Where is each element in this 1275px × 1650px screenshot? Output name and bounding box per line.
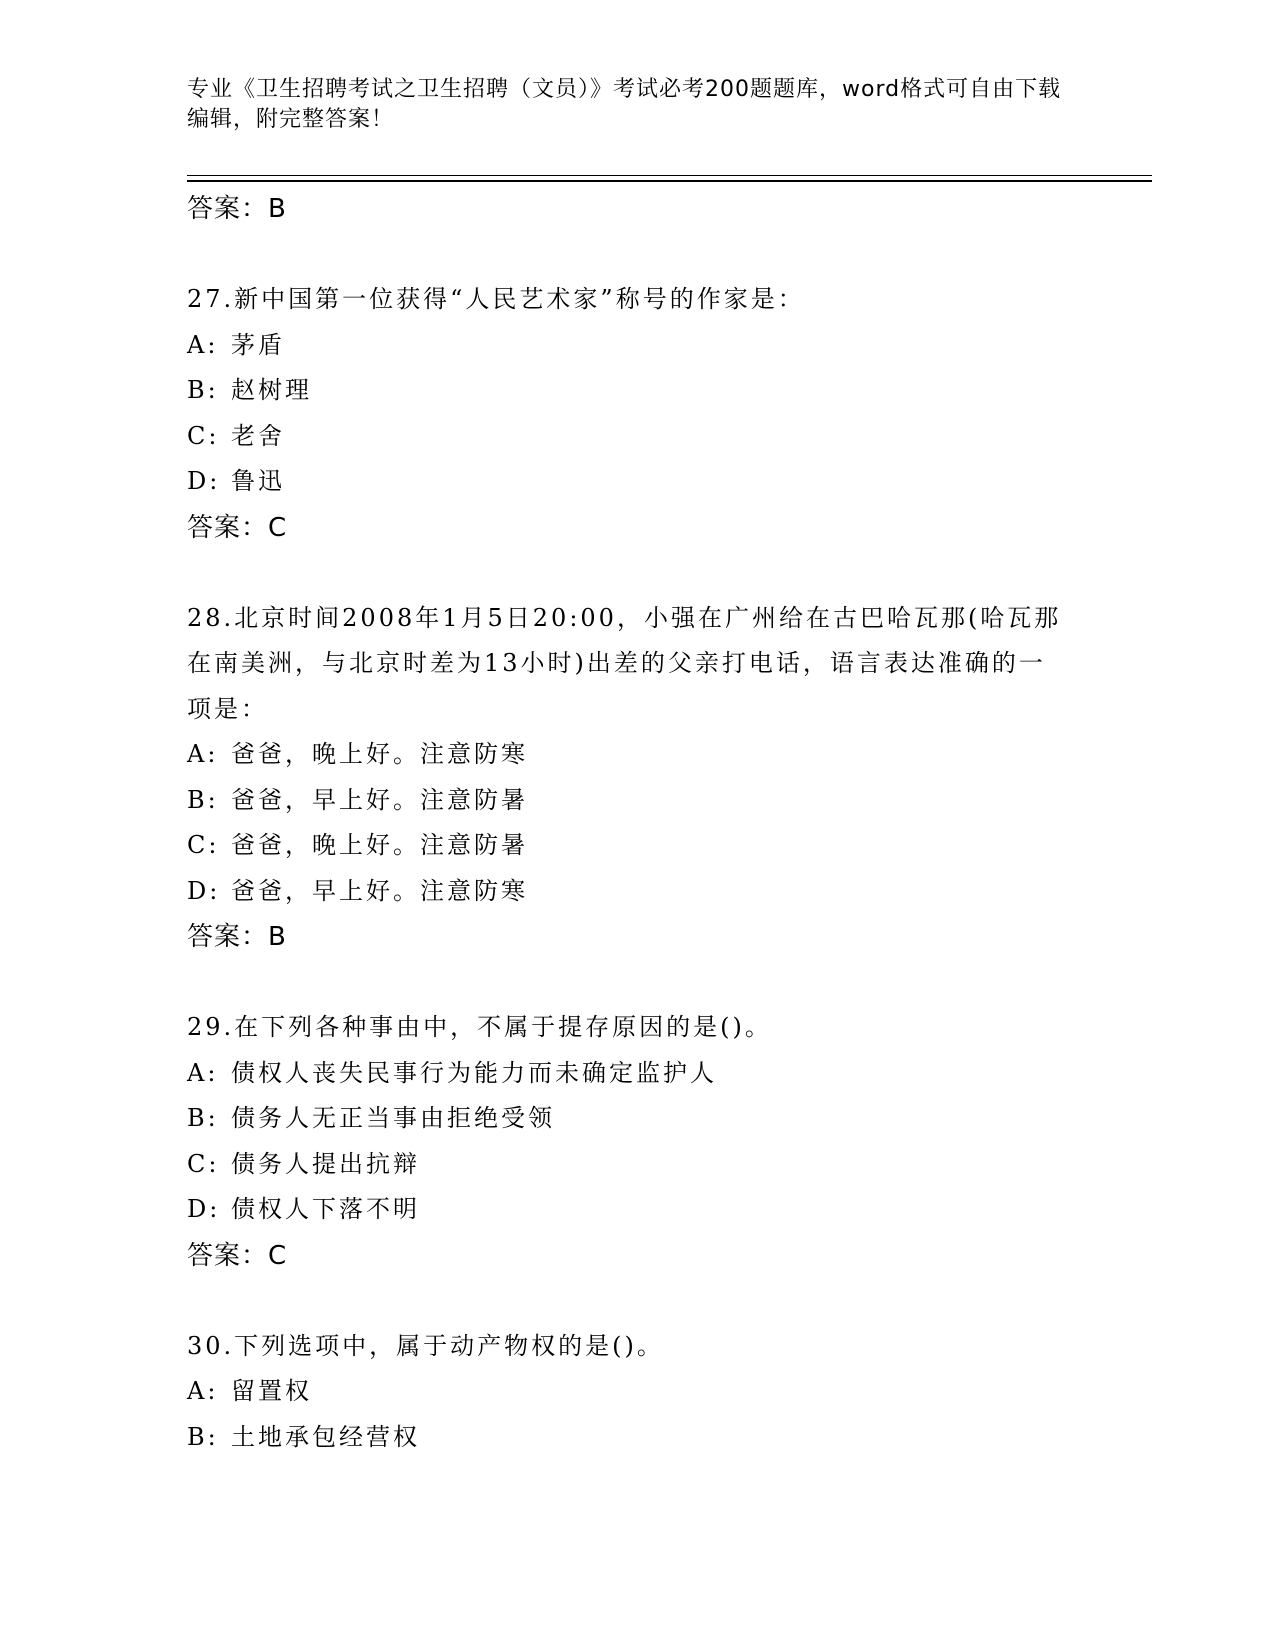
header-rule-thick (187, 180, 1152, 182)
option-d (187, 1187, 1067, 1233)
option-letter: B: (187, 785, 219, 814)
option-letter: C: (187, 421, 220, 450)
option-text: 赵树理 (231, 376, 312, 404)
question-28 (187, 596, 1067, 961)
question-27 (187, 277, 1067, 551)
option-a (187, 1369, 1067, 1415)
option-text: 鲁迅 (231, 467, 285, 495)
option-letter: C: (187, 831, 220, 859)
option-letter: D: (187, 876, 221, 905)
option-letter: A: (187, 1377, 219, 1405)
document-header (187, 75, 1067, 135)
spacer (187, 551, 1067, 596)
header-text: 专业《卫生招聘考试之卫生招聘（文员）》考试必考200题题库，word格式可自由下载编辑，附完整答案！ (187, 77, 1062, 132)
option-letter: A: (187, 1058, 219, 1087)
option-text: 茅盾 (231, 330, 285, 359)
spacer (187, 232, 1067, 277)
option-text: 债务人无正当事由拒绝受领 (231, 1104, 555, 1132)
option-c (187, 823, 1067, 869)
option-letter: B: (187, 376, 219, 404)
option-b (187, 1096, 1067, 1142)
question-stem: 27.新中国第一位获得“人民艺术家”称号的作家是： (187, 285, 805, 313)
spacer (187, 960, 1067, 1005)
question-stem: 28.北京时间2008年1月5日20:00，小强在广州给在古巴哈瓦那(哈瓦那在南美洲，与北京时差为13小时)出差的父亲打电话，语言表达准确的一项是： (187, 603, 1062, 723)
question-30 (187, 1324, 1067, 1461)
option-letter: A: (187, 740, 219, 768)
option-letter: A: (187, 330, 219, 359)
option-b (187, 368, 1067, 414)
option-text: 留置权 (231, 1377, 312, 1405)
previous-answer: 答案：B (187, 194, 287, 224)
question-answer: 答案：B (187, 922, 287, 952)
option-letter: D: (187, 1195, 221, 1223)
option-d (187, 869, 1067, 915)
option-text: 爸爸，晚上好。注意防寒 (231, 740, 528, 768)
option-c (187, 1142, 1067, 1188)
option-b (187, 1415, 1067, 1461)
question-stem: 29.在下列各种事由中，不属于提存原因的是()。 (187, 1013, 772, 1041)
question-stem: 30.下列选项中，属于动产物权的是()。 (187, 1331, 664, 1360)
question-answer: 答案：C (187, 1240, 288, 1271)
option-letter: B: (187, 1422, 219, 1451)
question-list (187, 186, 1067, 1460)
option-letter: D: (187, 467, 221, 495)
option-d (187, 459, 1067, 505)
option-a (187, 323, 1067, 369)
option-text: 爸爸，早上好。注意防暑 (231, 785, 528, 814)
option-c (187, 414, 1067, 460)
option-text: 债权人丧失民事行为能力而未确定监护人 (231, 1058, 717, 1087)
option-a (187, 1051, 1067, 1097)
option-a (187, 732, 1067, 778)
option-letter: C: (187, 1149, 220, 1178)
header-rule-thin (187, 175, 1152, 176)
question-29 (187, 1005, 1067, 1279)
option-text: 爸爸，晚上好。注意防暑 (231, 831, 528, 859)
option-text: 土地承包经营权 (231, 1422, 420, 1451)
option-text: 爸爸，早上好。注意防寒 (231, 876, 528, 905)
spacer (187, 1279, 1067, 1324)
question-answer: 答案：C (187, 512, 288, 543)
option-b (187, 778, 1067, 824)
option-text: 老舍 (231, 421, 285, 450)
option-text: 债务人提出抗辩 (231, 1149, 420, 1178)
option-text: 债权人下落不明 (231, 1195, 420, 1223)
option-letter: B: (187, 1104, 219, 1132)
